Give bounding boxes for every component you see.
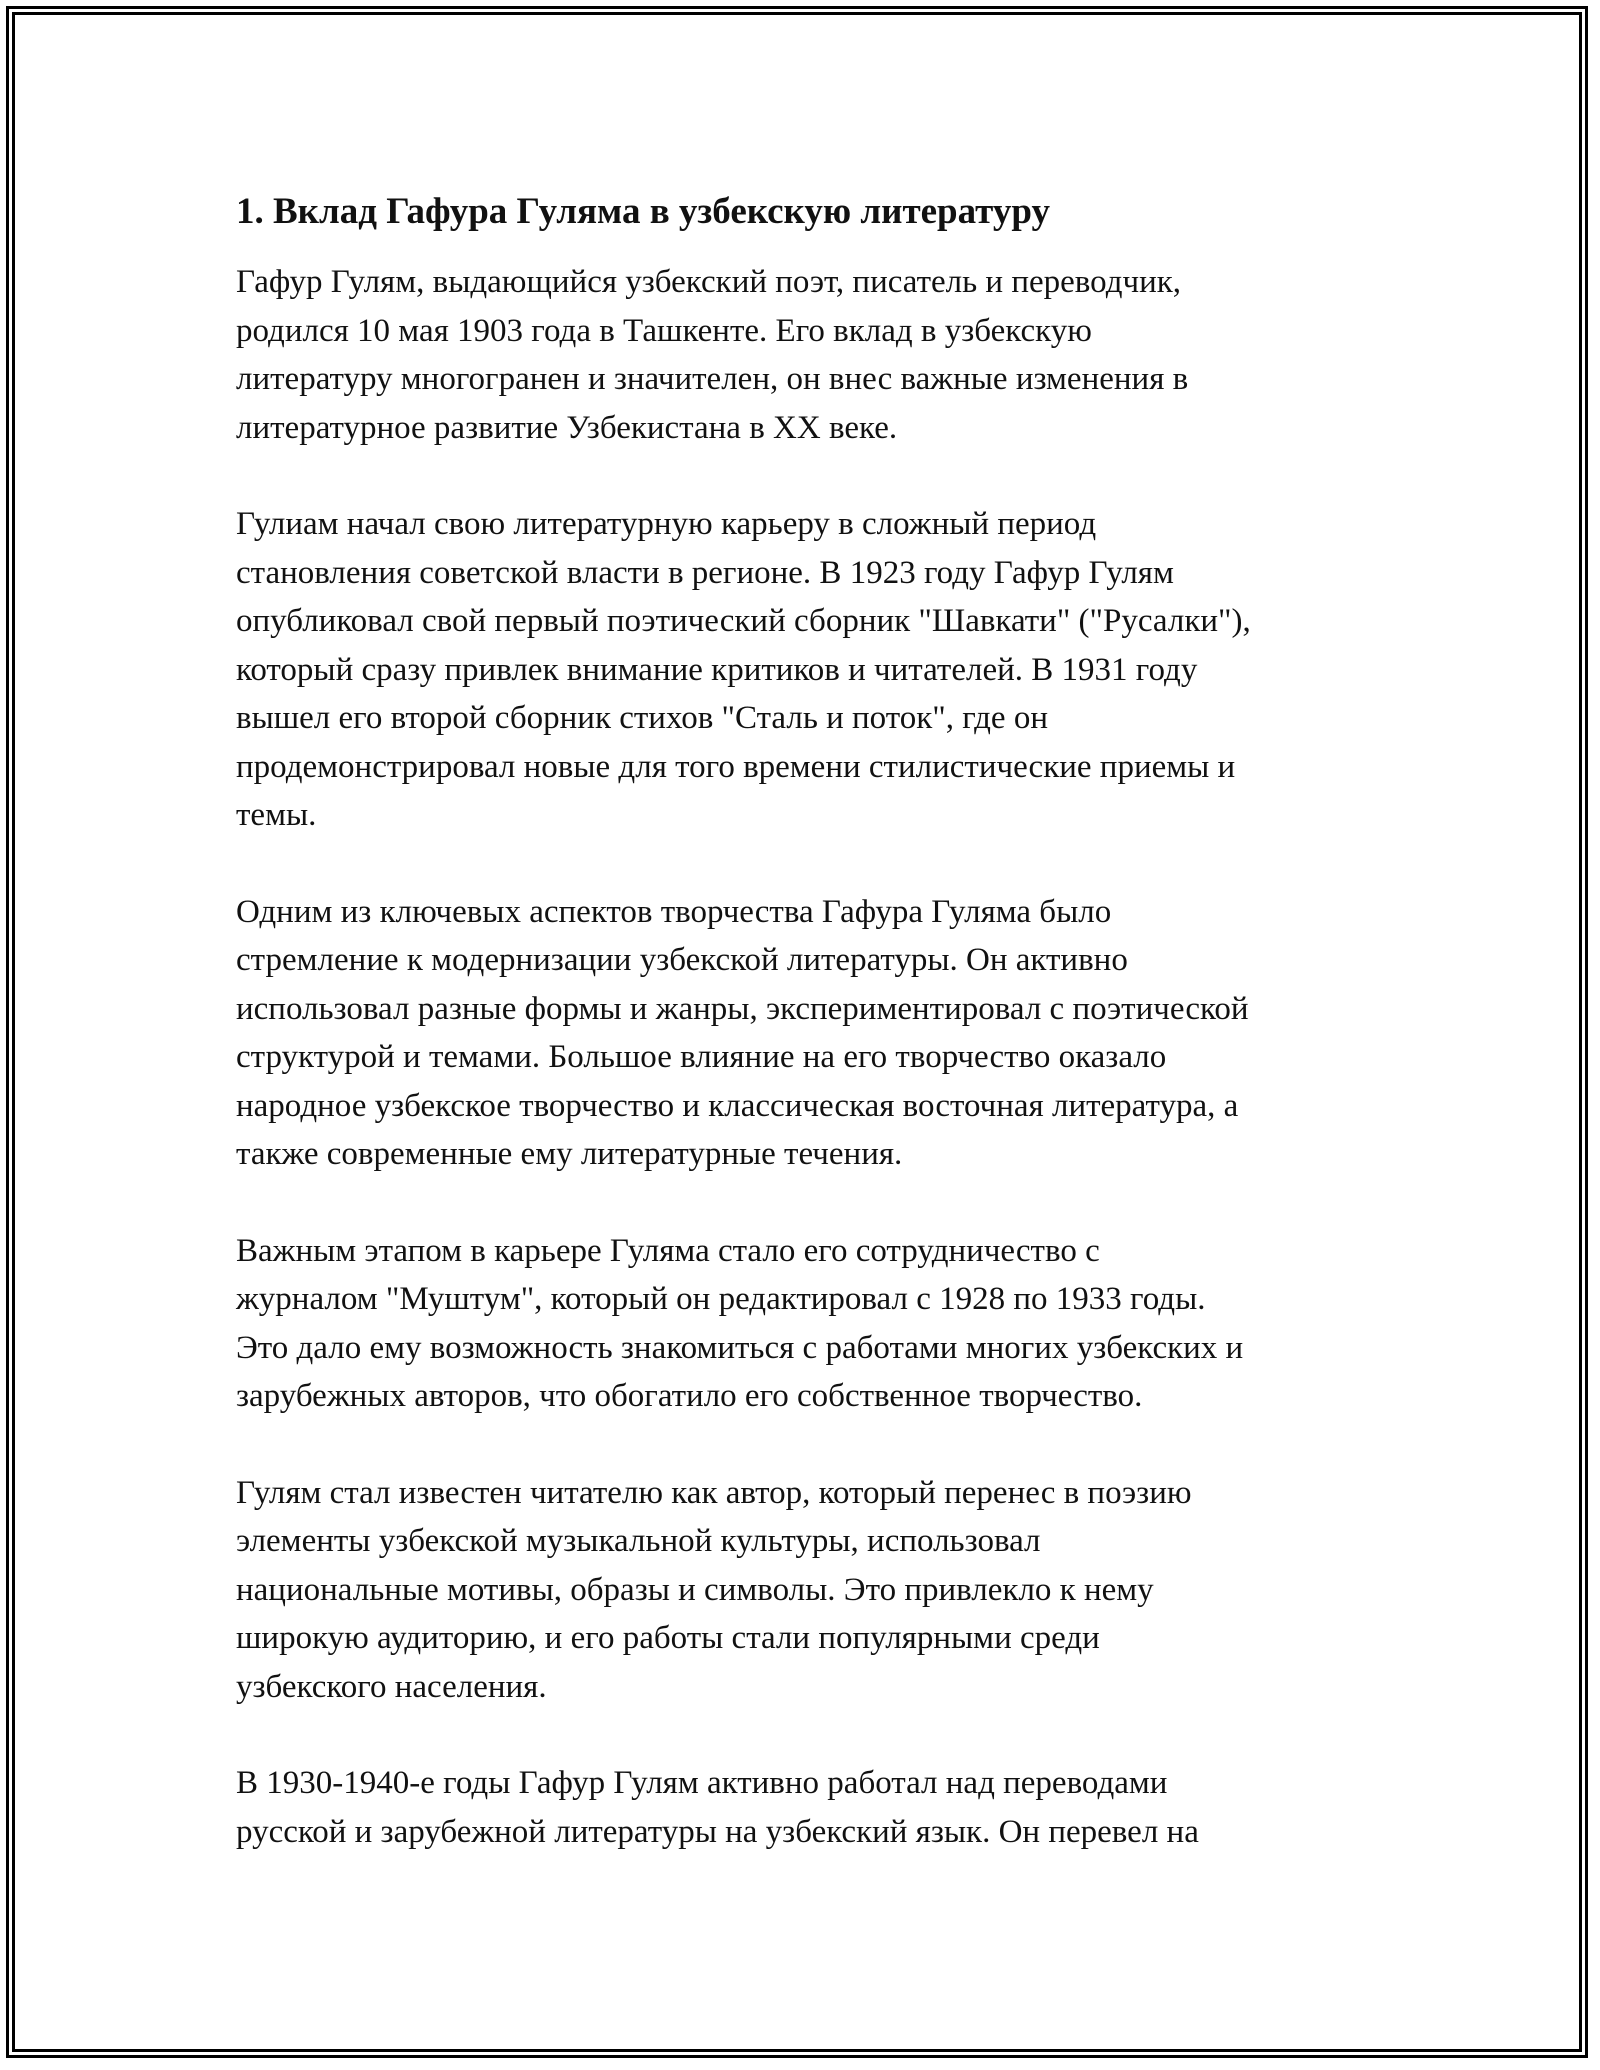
paragraph-line: литературное развитие Узбекистана в XX веке. xyxy=(236,409,898,446)
paragraph-line: использовал разные формы и жанры, экспериментировал с поэтической xyxy=(236,990,1249,1027)
document-body xyxy=(236,258,1386,1856)
paragraph xyxy=(236,1469,1386,1712)
paragraph-line: Гафур Гулям, выдающийся узбекский поэт, писатель и переводчик, xyxy=(236,264,1182,300)
paragraph xyxy=(236,258,1386,452)
paragraph xyxy=(236,500,1386,840)
paragraph-line: родился 10 мая 1903 года в Ташкенте. Его вклад в узбекскую xyxy=(236,312,1092,349)
paragraph-line: темы. xyxy=(236,797,317,833)
paragraph-line: Одним из ключевых аспектов творчества Гафура Гуляма было xyxy=(236,893,1112,930)
paragraph-line: литературу многогранен и значителен, он внес важные изменения в xyxy=(236,361,1189,397)
paragraph-line: зарубежных авторов, что обогатило его собственное творчество. xyxy=(236,1378,1143,1414)
paragraph xyxy=(236,1759,1386,1856)
paragraph-line: журналом "Муштум", который он редактировал с 1928 по 1933 годы. xyxy=(236,1281,1206,1317)
paragraph-line: элементы узбекской музыкальной культуры, использовал xyxy=(236,1523,1041,1559)
paragraph-line: опубликовал свой первый поэтический сборник "Шавкати" ("Русалки"), xyxy=(236,603,1251,639)
paragraph-line: стремление к модернизации узбекской литературы. Он активно xyxy=(236,942,1128,978)
paragraph-line: Это дало ему возможность знакомиться с работами многих узбекских и xyxy=(236,1329,1244,1366)
paragraph-line: узбекского населения. xyxy=(236,1668,547,1705)
paragraph xyxy=(236,1227,1386,1421)
paragraph-line: продемонстрировал новые для того времени стилистические приемы и xyxy=(236,748,1236,785)
paragraph-line: широкую аудиторию, и его работы стали популярными среди xyxy=(236,1620,1100,1656)
paragraph-line: вышел его второй сборник стихов "Сталь и поток", где он xyxy=(236,700,1048,736)
paragraph-line: народное узбекское творчество и классическая восточная литература, а xyxy=(236,1087,1239,1124)
paragraph-line: В 1930-1940-е годы Гафур Гулям активно работал над переводами xyxy=(236,1765,1168,1801)
paragraph-line: Гулиам начал свою литературную карьеру в сложный период xyxy=(236,506,1097,542)
paragraph-line: становления советской власти в регионе. В 1923 году Гафур Гулям xyxy=(236,554,1174,591)
paragraph-line: также современные ему литературные течения. xyxy=(236,1136,903,1172)
paragraph-line: структурой и темами. Большое влияние на его творчество оказало xyxy=(236,1039,1167,1075)
paragraph-line: Гулям стал известен читателю как автор, который перенес в поэзию xyxy=(236,1474,1192,1511)
paragraph-line: русской и зарубежной литературы на узбекский язык. Он перевел на xyxy=(236,1813,1199,1850)
paragraph xyxy=(236,888,1386,1179)
paragraph-line: Важным этапом в карьере Гуляма стало его сотрудничество с xyxy=(236,1232,1100,1269)
document-page xyxy=(236,186,1386,1904)
paragraph-line: который сразу привлек внимание критиков и читателей. В 1931 году xyxy=(236,651,1198,688)
paragraph-line: национальные мотивы, образы и символы. Это привлекло к нему xyxy=(236,1571,1154,1608)
document-heading: 1. Вклад Гафура Гуляма в узбекскую литературу xyxy=(236,191,1050,232)
